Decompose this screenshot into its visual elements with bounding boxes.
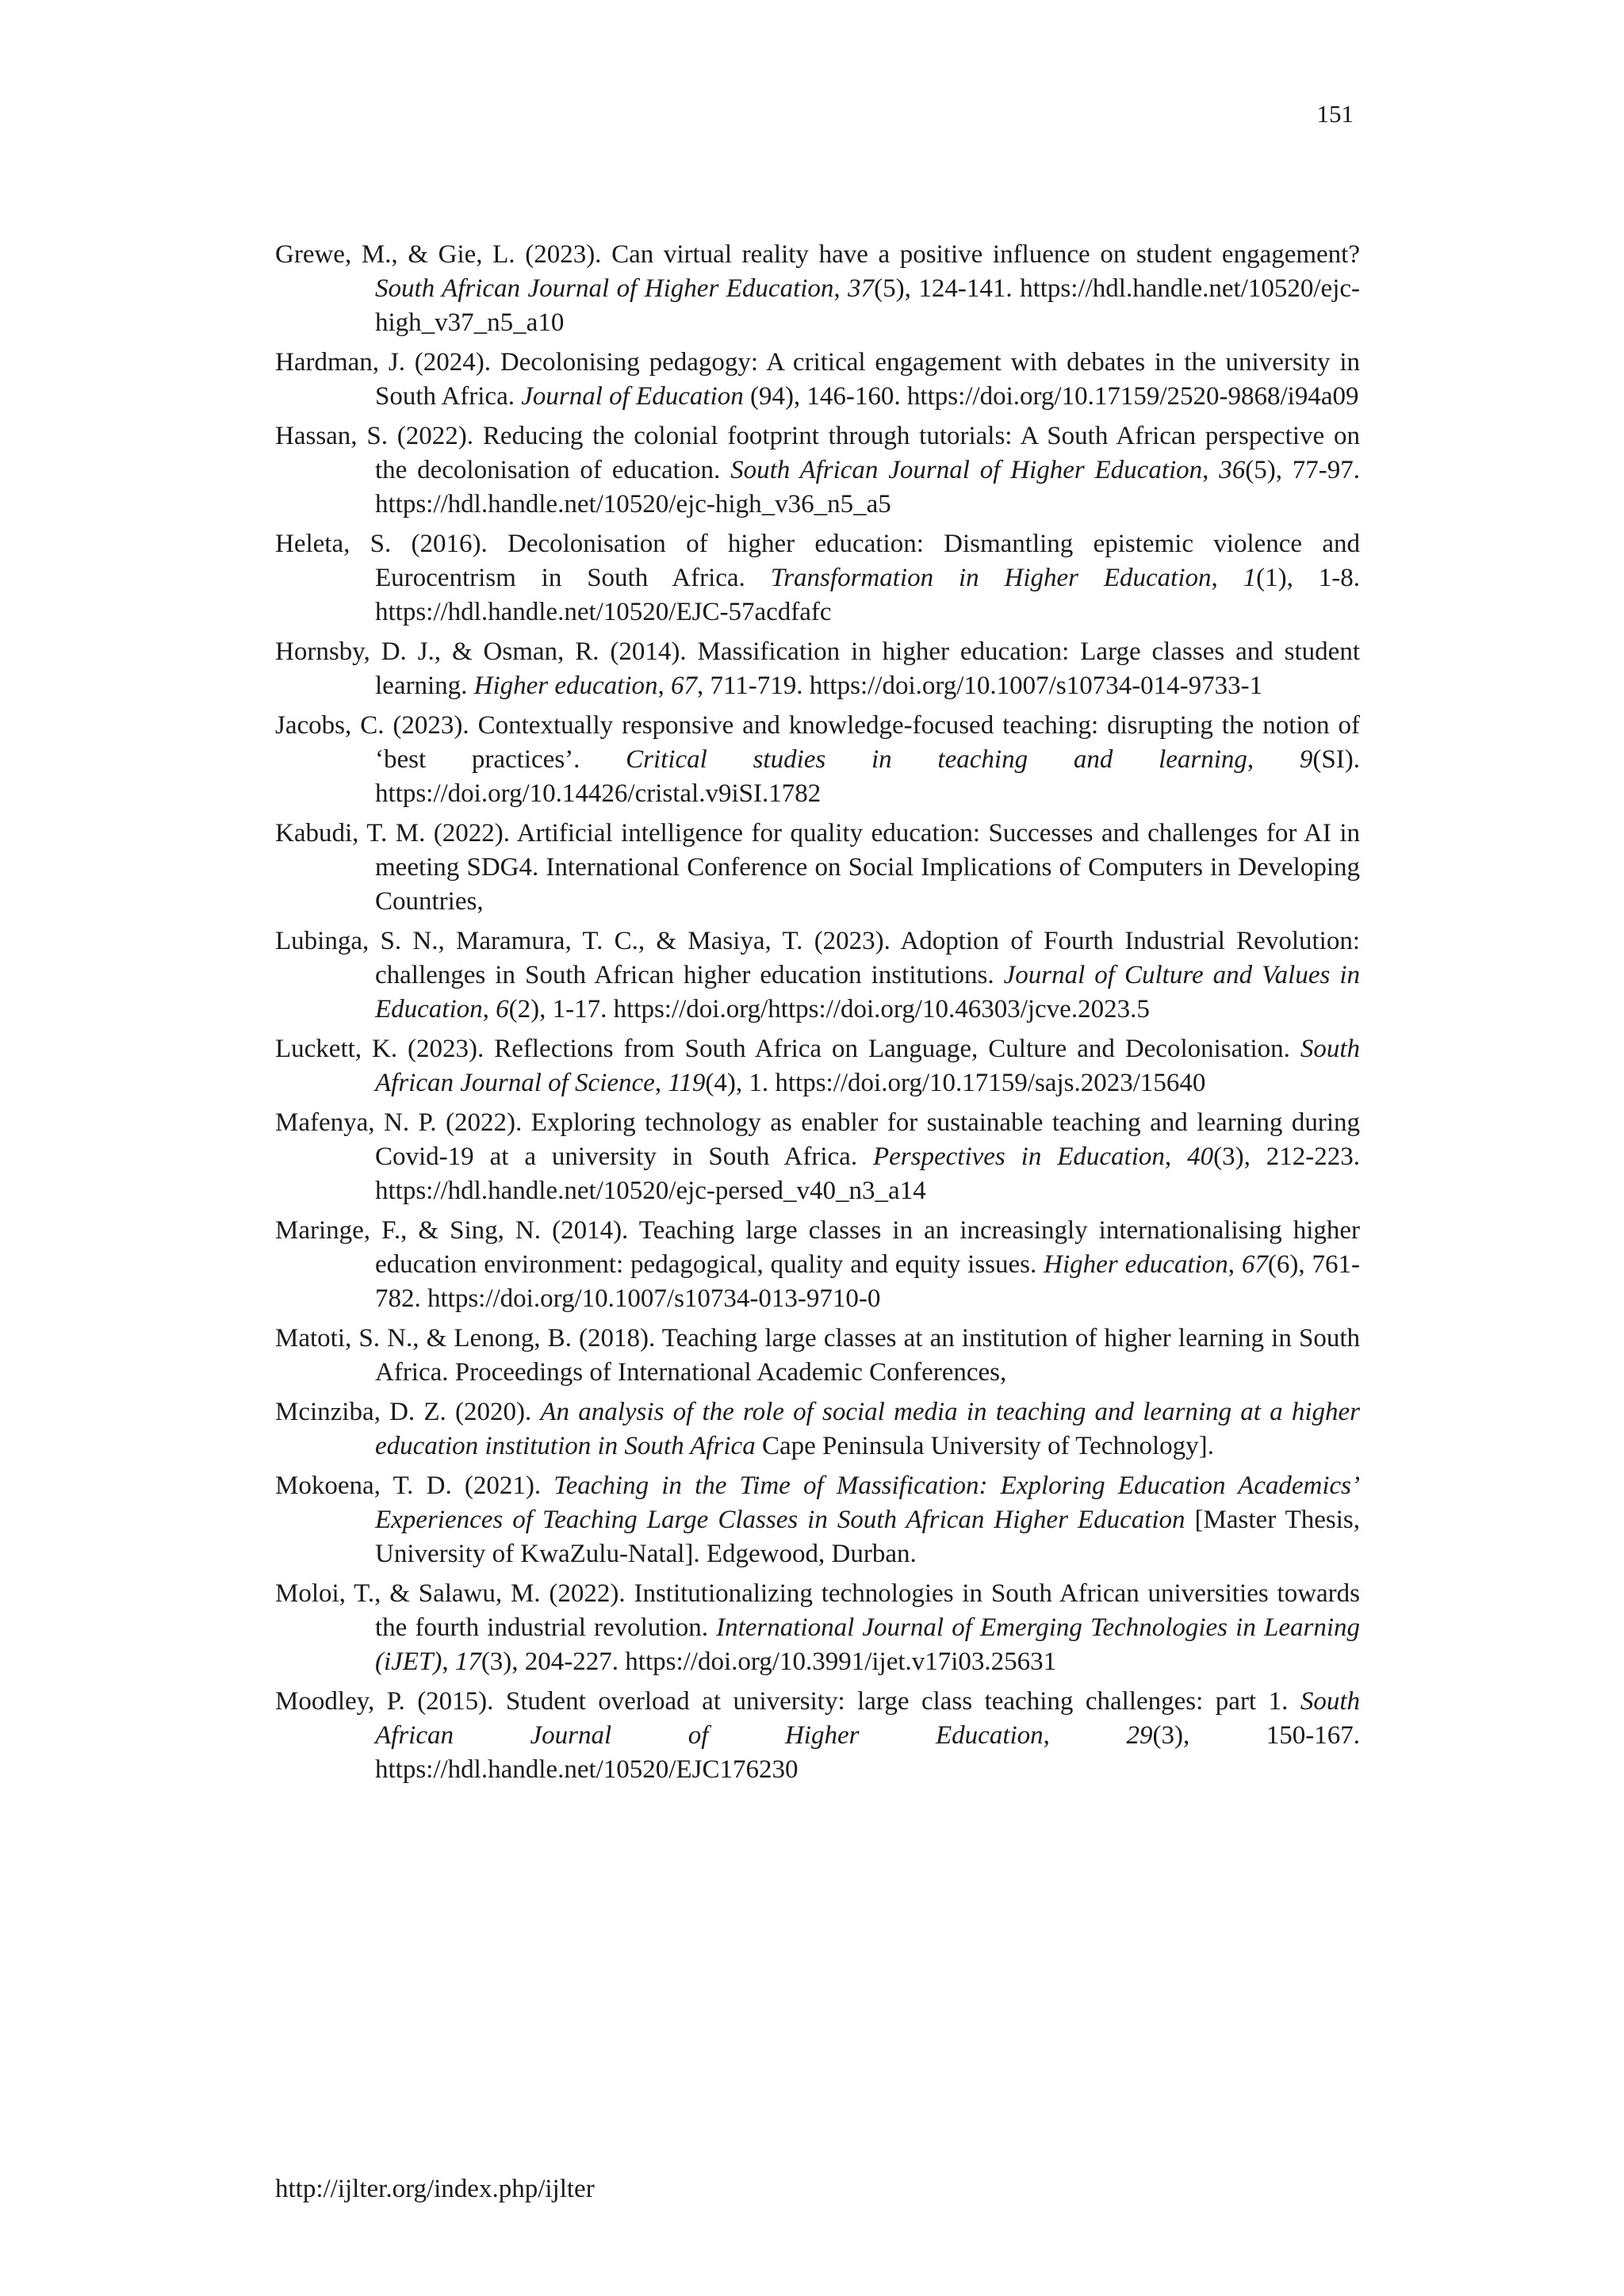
reference-text: (6), 761-782. https://doi.org/10.1007/s10734-013-9710-0 xyxy=(375,1250,1361,1313)
reference-italic-text: Perspectives in Education xyxy=(873,1142,1165,1171)
reference-italic-text: Transformation in Higher Education xyxy=(770,564,1212,592)
reference-italic-text: 6 xyxy=(496,995,509,1024)
reference-text: Mcinziba, D. Z. (2020). xyxy=(275,1398,541,1426)
reference-entry xyxy=(275,419,1360,522)
reference-entry xyxy=(275,1322,1360,1390)
reference-text: Hardman, J. (2024). Decolonising pedagogy: A critical engagement with debates in the university in South Africa. xyxy=(275,348,1360,411)
reference-text: Hornsby, D. J., & Osman, R. (2014). Massification in higher education: Large classes and student learning. xyxy=(275,637,1360,700)
reference-entry xyxy=(275,1577,1360,1679)
reference-text: Kabudi, T. M. (2022). Artificial intelligence for quality education: Successes and challenges for AI in meeting SDG4. International Conference on Social Implications of Computers in Developing Countries, xyxy=(275,819,1360,916)
reference-text: (3), 212-223. https://hdl.handle.net/10520/ejc-persed_v40_n3_a14 xyxy=(375,1142,1361,1205)
reference-entry xyxy=(275,238,1360,340)
reference-text: , 711-719. https://doi.org/10.1007/s10734-014-9733-1 xyxy=(697,672,1263,700)
reference-italic-text: 29 xyxy=(1126,1721,1153,1750)
reference-text: (5), 77-97. https://hdl.handle.net/10520/ejc-high_v36_n5_a5 xyxy=(375,456,1361,519)
reference-italic-text: South African Journal of Higher Education xyxy=(375,274,834,303)
reference-text: Maringe, F., & Sing, N. (2014). Teaching large classes in an increasingly internationalising higher education environment: pedagogical, quality and equity issues. xyxy=(275,1216,1360,1279)
reference-text: Jacobs, C. (2023). Contextually responsive and knowledge-focused teaching: disrupting the notion of ‘best practices’. xyxy=(275,711,1360,774)
reference-text: (94), 146-160. https://doi.org/10.17159/2520-9868/i94a09 xyxy=(743,382,1359,411)
reference-italic-text: 40 xyxy=(1187,1142,1214,1171)
reference-text: Cape Peninsula University of Technology]. xyxy=(755,1432,1214,1460)
reference-entry xyxy=(275,527,1360,629)
reference-italic-text: Critical studies in teaching and learning xyxy=(626,745,1247,774)
reference-italic-text: Journal of Education xyxy=(521,382,744,411)
reference-italic-text: 67 xyxy=(671,672,697,700)
reference-italic-text: 119 xyxy=(668,1069,706,1097)
reference-text: , xyxy=(1228,1250,1242,1279)
reference-text: , xyxy=(1247,745,1300,774)
reference-text: (3), 204-227. https://doi.org/10.3991/ijet.v17i03.25631 xyxy=(481,1647,1057,1676)
reference-text: (SI). https://doi.org/10.14426/cristal.v9iSI.1782 xyxy=(375,745,1360,808)
reference-text: (1), 1-8. https://hdl.handle.net/10520/EJC-57acdfafc xyxy=(375,564,1361,626)
reference-text: , xyxy=(482,995,496,1024)
reference-text: , xyxy=(833,274,848,303)
reference-entry xyxy=(275,817,1360,919)
reference-entry xyxy=(275,346,1360,414)
reference-entry xyxy=(275,1106,1360,1208)
reference-entry xyxy=(275,1214,1360,1316)
reference-entry xyxy=(275,1469,1360,1571)
reference-italic-text: Journal of Culture and Values in Education xyxy=(375,961,1361,1024)
reference-text: Mokoena, T. D. (2021). xyxy=(275,1471,554,1500)
reference-text: (2), 1-17. https://doi.org/https://doi.org/10.46303/jcve.2023.5 xyxy=(508,995,1150,1024)
reference-italic-text: South African Journal of Higher Education xyxy=(730,456,1203,484)
reference-text: Matoti, S. N., & Lenong, B. (2018). Teaching large classes at an institution of higher learning in South Africa. Proceedings of International Academic Conferences, xyxy=(275,1324,1360,1387)
reference-italic-text: 36 xyxy=(1219,456,1246,484)
reference-text: , xyxy=(657,672,671,700)
reference-entry xyxy=(275,1032,1360,1100)
reference-entry xyxy=(275,709,1360,811)
reference-text: (3), 150-167. https://hdl.handle.net/10520/EJC176230 xyxy=(375,1721,1361,1784)
reference-italic-text: South African Journal of Higher Education xyxy=(375,1687,1360,1750)
reference-text: Luckett, K. (2023). Reflections from South Africa on Language, Culture and Decolonisation. xyxy=(275,1035,1300,1063)
reference-text: Lubinga, S. N., Maramura, T. C., & Masiya, T. (2023). Adoption of Fourth Industrial Revolution: challenges in South African higher education institutions. xyxy=(275,927,1360,989)
reference-italic-text: An analysis of the role of social media in teaching and learning at a higher education institution in South Africa xyxy=(375,1398,1360,1460)
footer-journal-url[interactable]: http://ijlter.org/index.php/ijlter xyxy=(275,2175,595,2203)
reference-entry xyxy=(275,1685,1360,1787)
reference-text: , xyxy=(1164,1142,1188,1171)
reference-italic-text: International Journal of Emerging Technologies in Learning (iJET) xyxy=(375,1613,1360,1676)
reference-italic-text: 67 xyxy=(1241,1250,1268,1279)
reference-text: (4), 1. https://doi.org/10.17159/sajs.2023/15640 xyxy=(705,1069,1206,1097)
reference-text: , xyxy=(1043,1721,1127,1750)
reference-text: Grewe, M., & Gie, L. (2023). Can virtual reality have a positive influence on student engagement? xyxy=(275,240,1360,269)
reference-italic-text: 17 xyxy=(454,1647,481,1676)
reference-text: Heleta, S. (2016). Decolonisation of higher education: Dismantling epistemic violence and Eurocentrism in South Africa. xyxy=(275,530,1360,592)
reference-text: , xyxy=(1202,456,1220,484)
reference-text: Moodley, P. (2015). Student overload at university: large class teaching challenges: part 1. xyxy=(275,1687,1300,1716)
page-number: 151 xyxy=(1316,100,1354,128)
reference-text: Moloi, T., & Salawu, M. (2022). Institutionalizing technologies in South African universities towards the fourth industrial revolution. xyxy=(275,1579,1360,1642)
reference-text: Hassan, S. (2022). Reducing the colonial footprint through tutorials: A South African perspective on the decolonisation of education. xyxy=(275,422,1360,484)
reference-text: (5), 124-141. https://hdl.handle.net/10520/ejc-high_v37_n5_a10 xyxy=(375,274,1361,337)
reference-entry xyxy=(275,924,1360,1027)
reference-italic-text: 9 xyxy=(1299,745,1313,774)
reference-italic-text: Higher education xyxy=(1044,1250,1228,1279)
reference-entry xyxy=(275,635,1360,703)
reference-italic-text: Higher education xyxy=(473,672,658,700)
reference-italic-text: South African Journal of Science xyxy=(375,1035,1360,1097)
reference-italic-text: Teaching in the Time of Massification: Exploring Education Academics’ Experiences of Teaching Large Classes in South African Higher Education xyxy=(375,1471,1360,1534)
reference-text: , xyxy=(654,1069,668,1097)
reference-italic-text: 37 xyxy=(848,274,875,303)
reference-entry xyxy=(275,1395,1360,1464)
reference-text: Mafenya, N. P. (2022). Exploring technology as enabler for sustainable teaching and learning during Covid-19 at a university in South Africa. xyxy=(275,1108,1360,1171)
reference-text: [Master Thesis, University of KwaZulu-Natal]. Edgewood, Durban. xyxy=(375,1506,1361,1568)
reference-italic-text: 1 xyxy=(1243,564,1257,592)
reference-text: , xyxy=(442,1647,455,1676)
reference-text: , xyxy=(1211,564,1243,592)
reference-list xyxy=(275,238,1360,1793)
